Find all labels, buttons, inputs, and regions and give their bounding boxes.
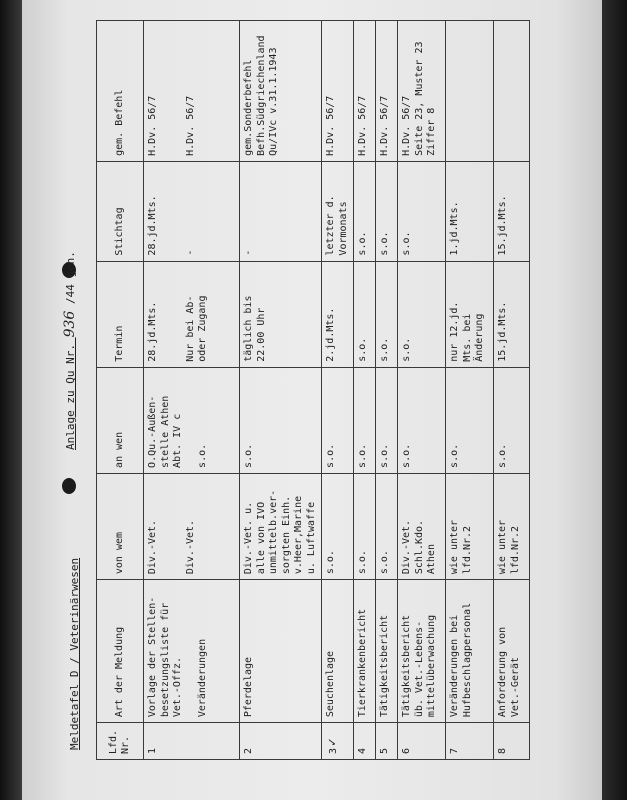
cell-an: s.o. [446, 367, 494, 473]
header-stichtag: Stichtag [97, 161, 144, 261]
cell-befehl: H.Dv. 56/7 [376, 21, 398, 162]
cell-an: s.o. [398, 367, 446, 473]
cell-termin: s.o. [376, 261, 398, 367]
report-table [96, 20, 530, 760]
header-art: Art der Meldung [97, 580, 144, 723]
cell-befehl: H.Dv. 56/7 [354, 21, 376, 162]
cell-stichtag: 15.jd.Mts. [494, 161, 530, 261]
checkmark-icon: ✓ [325, 738, 340, 746]
rotated-document [62, 20, 532, 760]
title-letter: D [68, 670, 81, 678]
header-termin: Termin [97, 261, 144, 367]
cell-befehl: H.Dv. 56/7 H.Dv. 56/7 [144, 21, 240, 162]
cell-befehl [494, 21, 530, 162]
cell-von: wie unter lfd.Nr.2 [446, 473, 494, 579]
table-row [494, 21, 530, 760]
cell-stichtag: 1.jd.Mts. [446, 161, 494, 261]
title-prefix: Meldetafel [68, 677, 81, 750]
cell-stichtag: 28.jd.Mts. - [144, 161, 240, 261]
cell-termin: täglich bis 22.00 Uhr [240, 261, 322, 367]
cell-termin: s.o. [398, 261, 446, 367]
scan-left-edge [0, 0, 22, 800]
table-row [240, 21, 322, 760]
table-row [144, 21, 240, 760]
cell-von: s.o. [376, 473, 398, 579]
cell-nr: 2 [240, 723, 322, 760]
cell-von: s.o. [322, 473, 354, 579]
scan-right-edge [602, 0, 627, 800]
cell-termin: 28.jd.Mts. Nur bei Ab- oder Zugang [144, 261, 240, 367]
header-lfd-nr: Lfd. Nr. [97, 723, 144, 760]
cell-befehl: H.Dv. 56/7 Seite 23, Muster 23 Ziffer 8 [398, 21, 446, 162]
cell-art: Vorlage der Stellen- besetzungsliste für Vet.-Offz. Veränderungen [144, 580, 240, 723]
cell-nr: 6 [398, 723, 446, 760]
cell-stichtag: letzter d. Vormonats [322, 161, 354, 261]
table-row [354, 21, 376, 760]
cell-stichtag: s.o. [398, 161, 446, 261]
cell-art: Pferdelage [240, 580, 322, 723]
cell-art: Veränderungen bei Hufbeschlagpersonal [446, 580, 494, 723]
cell-termin: s.o. [354, 261, 376, 367]
cell-befehl: gem.Sonderbefehl Befh.Südgriechenland Qu/IVc v.31.1.1943 [240, 21, 322, 162]
cell-von: Div.-Vet. Div.-Vet. [144, 473, 240, 579]
cell-termin: nur 12.jd. Mts. bei Änderung [446, 261, 494, 367]
table-row [446, 21, 494, 760]
table-row [322, 21, 354, 760]
cell-befehl [446, 21, 494, 162]
cell-befehl: H.Dv. 56/7 [322, 21, 354, 162]
cell-an: s.o. [240, 367, 322, 473]
table-row [376, 21, 398, 760]
cell-von: Div.-Vet. u. alle von IVO unmittelb.ver- sorgten Einh. v.Heer,Marine u. Luftwaffe [240, 473, 322, 579]
cell-art: Seuchenlage [322, 580, 354, 723]
cell-art: Anforderung von Vet.-Gerät [494, 580, 530, 723]
header-von-wem: von wem [97, 473, 144, 579]
cell-art: Tätigkeitsbericht [376, 580, 398, 723]
cell-nr: 8 [494, 723, 530, 760]
cell-nr: 1 [144, 723, 240, 760]
table-row [398, 21, 446, 760]
row-number: 3 [328, 747, 339, 754]
cell-an: s.o. [494, 367, 530, 473]
cell-art: Tierkrankenbericht [354, 580, 376, 723]
cell-stichtag: s.o. [354, 161, 376, 261]
cell-nr: 5 [376, 723, 398, 760]
cell-an: s.o. [376, 367, 398, 473]
table-header-row [97, 21, 144, 760]
cell-termin: 2.jd.Mts. [322, 261, 354, 367]
annex-reference [62, 251, 78, 450]
cell-nr [322, 723, 354, 760]
cell-von: wie unter lfd.Nr.2 [494, 473, 530, 579]
cell-art: Tätigkeitsbericht üb. Vet.-Lebens- mittelüberwachung [398, 580, 446, 723]
annex-number-handwritten: 936 [62, 310, 78, 338]
document-title [68, 558, 81, 750]
cell-von: s.o. [354, 473, 376, 579]
annex-suffix: /44 geh. [64, 251, 77, 311]
cell-nr: 7 [446, 723, 494, 760]
cell-termin: 15.jd.Mts. [494, 261, 530, 367]
title-suffix: / Veterinärwesen [68, 557, 81, 671]
cell-von: Div.-Vet. Schl.Kdo. Athen [398, 473, 446, 579]
header-befehl: gem. Befehl [97, 21, 144, 162]
cell-an: s.o. [322, 367, 354, 473]
cell-stichtag: - [240, 161, 322, 261]
cell-nr: 4 [354, 723, 376, 760]
cell-an: s.o. [354, 367, 376, 473]
header-an-wen: an wen [97, 367, 144, 473]
cell-an: O.Qu.-Außen- stelle Athen Abt. IV c s.o. [144, 367, 240, 473]
annex-prefix: Anlage zu Qu Nr. [64, 337, 77, 450]
cell-stichtag: s.o. [376, 161, 398, 261]
